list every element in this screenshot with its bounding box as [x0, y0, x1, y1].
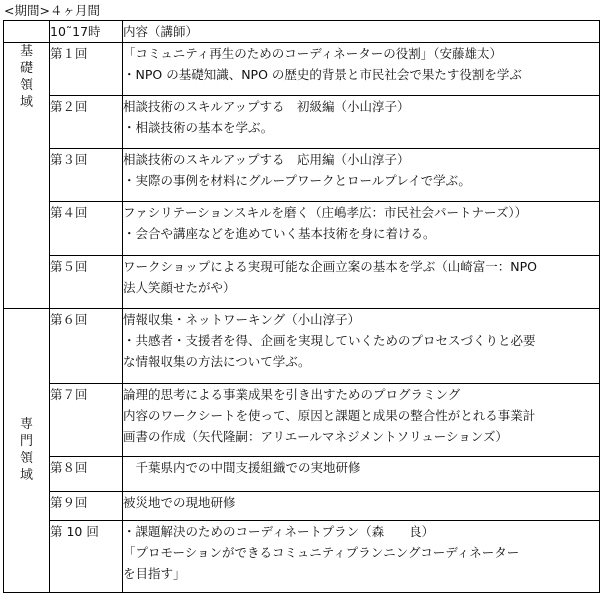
- session-number: 第１回: [50, 43, 123, 96]
- session-content: 相談技術のスキルアップする 応用編（小山淳子） ・実際の事例を材料にグループワークとロールプレイで学ぶ。: [123, 149, 600, 202]
- session-content: ファシリテーションスキルを磨く（庄嶋孝広：市民社会パートナーズ）） ・会合や講座などを進めていく基本技術を身に着ける。: [123, 202, 600, 256]
- session-content: ・課題解決のためのコーディネートプラン（森 良） 「プロモーションができるコミュニティプランニングコーディネーター を目指す」: [123, 521, 600, 593]
- session-number: 第９回: [50, 492, 123, 521]
- session-number: 第５回: [50, 256, 123, 309]
- header-content-cell: 内容（講師）: [123, 21, 600, 43]
- session-number: 第７回: [50, 384, 123, 457]
- table-row: [4, 309, 600, 384]
- period-label: <期間>４ヶ月間: [4, 3, 100, 18]
- session-content: 論理的思考による事業成果を引き出すためのプログラミング 内容のワークシートを使って、原因と課題と成果の整合性がとれる事業計 画書の作成（矢代隆嗣：アリエールマネジメントソリューションズ）: [123, 384, 600, 457]
- domain-specialized-cell: [4, 309, 50, 593]
- session-content: ワークショップによる実現可能な企画立案の基本を学ぶ（山崎富一：NPO 法人笑顔せたがや）: [123, 256, 600, 309]
- header-time-cell: 10˜17時: [50, 21, 123, 43]
- table-row: [4, 457, 600, 492]
- table-row: [4, 492, 600, 521]
- session-content: 千葉県内での中間支援組織での実地研修: [123, 457, 600, 492]
- table-row: [4, 149, 600, 202]
- session-number: 第６回: [50, 309, 123, 384]
- session-content: 情報収集・ネットワーキング（小山淳子） ・共感者・支援者を得、企画を実現していくためのプロセスづくりと必要 な情報収集の方法について学ぶ。: [123, 309, 600, 384]
- domain-specialized-label: 専 門 領 域: [19, 417, 33, 483]
- session-content: 被災地での現地研修: [123, 492, 600, 521]
- table-header-row: [4, 21, 600, 43]
- session-content: 相談技術のスキルアップする 初級編（小山淳子） ・相談技術の基本を学ぶ。: [123, 96, 600, 149]
- table-row: [4, 202, 600, 256]
- session-number: 第８回: [50, 457, 123, 492]
- session-number: 第２回: [50, 96, 123, 149]
- table-row: [4, 256, 600, 309]
- domain-basic-cell: [4, 43, 50, 309]
- session-content: 「コミュニティ再生のためのコーディネーターの役割」（安藤雄太） ・NPO の基礎知識、NPO の歴史的背景と市民社会で果たす役割を学ぶ: [123, 43, 600, 96]
- table-row: [4, 43, 600, 96]
- table-row: [4, 384, 600, 457]
- session-number: 第 10 回: [50, 521, 123, 593]
- course-schedule-table: [3, 20, 600, 593]
- domain-basic-label: 基 礎 領 域: [19, 44, 33, 110]
- session-number: 第４回: [50, 202, 123, 256]
- header-blank-cell: [4, 21, 50, 43]
- table-row: [4, 96, 600, 149]
- session-number: 第３回: [50, 149, 123, 202]
- table-row: [4, 521, 600, 593]
